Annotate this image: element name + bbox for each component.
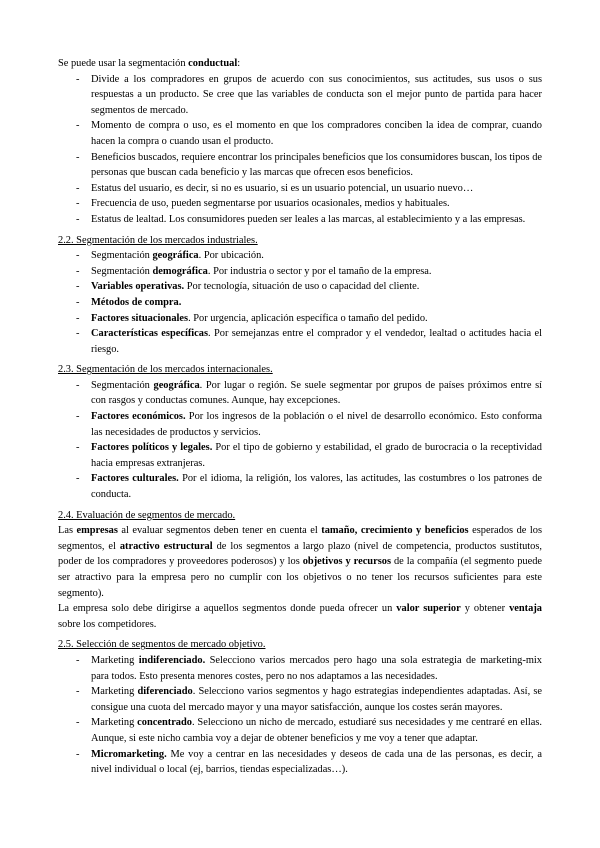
section-heading-internacionales: 2.3. Segmentación de los mercados internacionales. [58,364,273,376]
list-item: - Segmentación geográfica. Por ubicación. [76,250,264,262]
section-heading-seleccion: 2.5. Selección de segmentos de mercado objetivo. [58,639,266,651]
list-item: - Estatus del usuario, es decir, si no es usuario, si es un usuario potencial, un usuario nuevo… [76,182,474,194]
evaluacion-paragraph-2: La empresa solo debe dirigirse a aquellos segmentos donde pueda ofrecer un valor superior y obtener ventaja sobre los competidores. [58,603,542,630]
evaluacion-paragraph-1: Las empresas al evaluar segmentos deben tener en cuenta el tamaño, crecimiento y beneficios esperados de los segmentos, el atractivo estructural de los segmentos a largo plazo (nivel de competencia, productos sustitutos, poder de los compradores y proveedores poderosos) y los objetivos y recursos de la compañía (el segmento puede ser atractivo para la empresa pero no cumplir con los objetivos o no tener los recursos suficientes para este segmento). [58,525,543,599]
list-item: - Momento de compra o uso, es el momento en que los compradores conciben la idea de comprar, cuando hacen la compra o cuando usan el producto. [76,120,542,147]
section-heading-evaluacion: 2.4. Evaluación de segmentos de mercado. [58,509,236,521]
list-item: - Variables operativas. Por tecnología, situación de uso o capacidad del cliente. [76,281,420,293]
list-item: - Características específicas. Por semejanzas entre el comprador y el vendedor, lealtad o actitudes hacia el riesgo. [76,328,542,355]
list-item: - Segmentación demográfica. Por industria o sector y por el tamaño de la empresa. [76,265,432,277]
list-item: - Micromarketing. Me voy a centrar en las necesidades y deseos de cada una de las personas, es decir, a nivel individual o local (ej, barrios, tiendas especializadas…). [76,748,542,776]
list-item: - Factores culturales. Por el idioma, la religión, los valores, las actitudes, las costumbres o los patrones de conducta. [76,473,542,501]
industriales-list [58,248,542,357]
list-item: - Estatus de lealtad. Los consumidores pueden ser leales a las marcas, al establecimiento y a las empresas. [76,213,526,225]
list-item: - Factores económicos. Por los ingresos de la población o el nivel de desarrollo económico. Esto conforma las necesidades de productos y servicios. [76,411,542,438]
document-page [58,56,542,778]
list-item: - Factores políticos y legales. Por el tipo de gobierno y estabilidad, el grado de burocracia o la receptividad hacia empresas extranjeras. [76,442,542,469]
list-item: - Métodos de compra. [76,296,182,308]
list-item: - Divide a los compradores en grupos de acuerdo con sus conocimientos, sus actitudes, sus usos o sus respuestas a un producto. Se cree que las variables de conducta son el mejor punto de partida para hacer segmentos de mercado. [76,73,542,116]
conductual-list [58,72,542,228]
list-item: - Marketing diferenciado. Selecciono varios segmentos y hago estrategias independientes adaptadas. Así, se consigue una cuota del mercado mayor y una mayor satisfacción, aunque los costes serán mayores. [76,686,542,713]
list-item: - Marketing concentrado. Selecciono un nicho de mercado, estudiaré sus necesidades y me centraré en ellas. Aunque, si este nicho cambia voy a dejar de obtener beneficios y me voy a tener que adaptar. [76,717,542,744]
list-item: - Frecuencia de uso, pueden segmentarse por usuarios ocasionales, medios y habituales. [76,198,450,210]
seleccion-list [58,653,542,778]
section-heading-industriales: 2.2. Segmentación de los mercados industriales. [58,234,258,246]
list-item: - Beneficios buscados, requiere encontrar los principales beneficios que los consumidores buscan, los tipos de personas que buscan cada beneficio y las marcas que ofrecen esos beneficios. [76,151,543,179]
list-item: - Marketing indiferenciado. Selecciono varios mercados pero hago una sola estrategia de marketing-mix para todos. Esto presenta menores costes, pero no nos adaptamos a las necesidades. [76,654,542,682]
conductual-intro: Se puede usar la segmentación conductual: [58,58,241,69]
list-item: - Segmentación geográfica. Por lugar o región. Se suele segmentar por grupos de países próximos entre sí con rasgos y conductas comunes. Aunque, hay excepciones. [76,379,542,407]
internacionales-list [58,378,542,503]
list-item: - Factores situacionales. Por urgencia, aplicación específica o tamaño del pedido. [76,312,428,324]
